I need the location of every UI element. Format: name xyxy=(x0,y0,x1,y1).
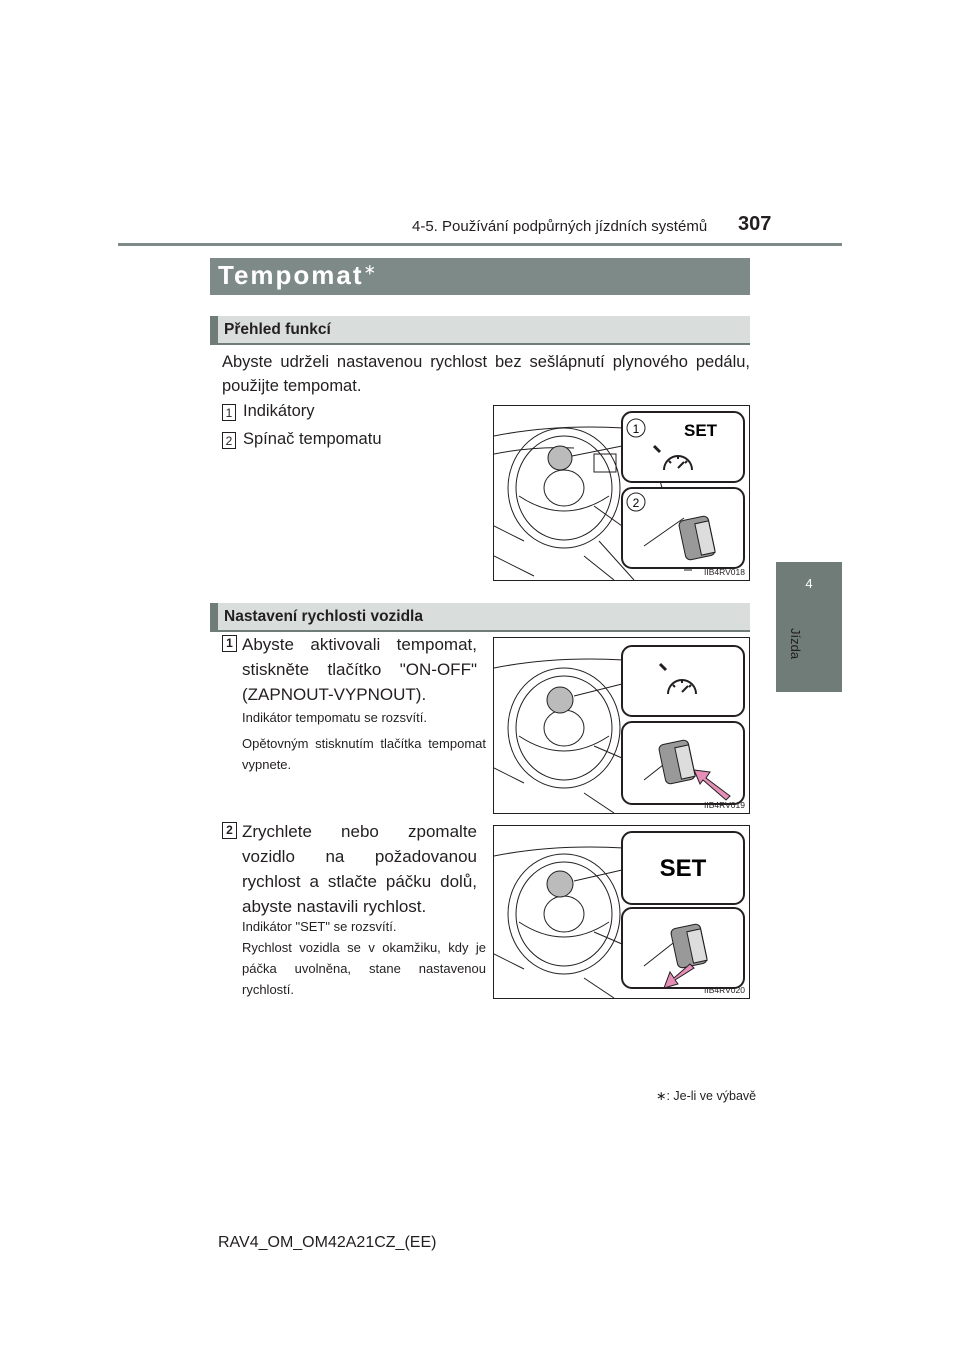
header-rule xyxy=(118,243,842,246)
figure-overview xyxy=(493,405,750,581)
title-text: Tempomat xyxy=(218,260,364,290)
step-main-text: Abyste aktivovali tempomat, stiskněte tlačítko "ON-OFF" (ZAPNOUT-VYPNOUT). xyxy=(242,635,477,704)
set-indicator-label: SET xyxy=(684,421,718,440)
section-title: 4-5. Používání podpůrných jízdních systémů xyxy=(412,218,708,235)
item-number: 2 xyxy=(222,432,236,449)
steering-wheel-illustration xyxy=(494,638,749,813)
steering-wheel-illustration xyxy=(494,826,749,998)
overview-heading: Přehled funkcí xyxy=(224,321,331,338)
item-label: Indikátory xyxy=(243,402,315,420)
footnote: ∗: Je-li ve výbavě xyxy=(656,1089,757,1103)
overview-heading-marker xyxy=(210,316,218,345)
speed-heading-marker xyxy=(210,603,218,632)
callout-number: 2 xyxy=(632,496,640,510)
item-number: 1 xyxy=(222,404,236,421)
chapter-number: 4 xyxy=(805,576,813,591)
document-code: RAV4_OM_OM42A21CZ_(EE) xyxy=(218,1234,437,1251)
callout-number: 1 xyxy=(632,422,640,436)
step-main-text: Zrychlete nebo zpomalte vozidlo na požadovanou rychlost a stlačte páčku dolů, abyste nastavili rychlost. xyxy=(242,822,477,916)
figure-code: IIB4RV018 xyxy=(704,567,745,577)
figure-code: IIB4RV020 xyxy=(704,985,745,995)
page-number: 307 xyxy=(738,213,772,235)
title-star: ∗ xyxy=(363,261,379,279)
page-title xyxy=(218,260,378,291)
step-note: Rychlost vozidla se v okamžiku, kdy je páčka uvolněna, stane nastavenou rychlostí. xyxy=(242,940,486,997)
chapter-label: Jízda xyxy=(788,628,803,660)
steering-wheel-illustration xyxy=(494,406,749,580)
step-number: 1 xyxy=(222,635,237,652)
step-note: Indikátor "SET" se rozsvítí. xyxy=(242,919,397,934)
figure-code: IIB4RV019 xyxy=(704,800,745,810)
step-note: Indikátor tempomatu se rozsvítí. xyxy=(242,710,427,725)
step-note: Opětovným stisknutím tlačítka tempomat vypnete. xyxy=(242,736,486,772)
overview-intro: Abyste udrželi nastavenou rychlost bez sešlápnutí plynového pedálu, použijte tempomat. xyxy=(222,353,750,395)
figure-step1 xyxy=(493,637,750,814)
speed-heading: Nastavení rychlosti vozidla xyxy=(224,608,423,625)
set-indicator-label: SET xyxy=(659,855,707,882)
item-label: Spínač tempomatu xyxy=(243,430,382,448)
figure-step2 xyxy=(493,825,750,999)
step-number: 2 xyxy=(222,822,237,839)
